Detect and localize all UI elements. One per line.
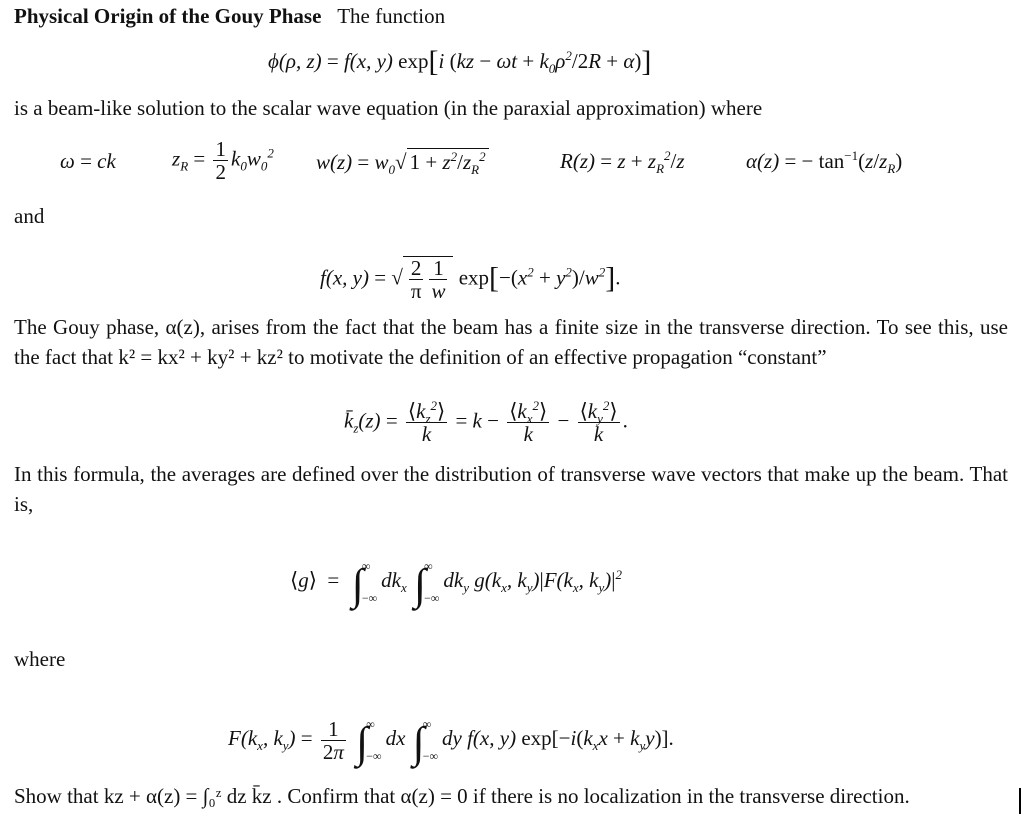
- def-w: $w(z) = w_0√$ $1 + z^2/z_R^2$: [316, 148, 489, 175]
- final-task-text: Show that kz + α(z) = ∫₀ᶻ dz k̄z . Confirm that α(z) = 0 if there is no localization in the transverse direction.: [14, 784, 910, 808]
- def-zr: $z_R$ = $\frac{1}{2}$ $k_0w_0^2$: [172, 137, 274, 184]
- def-alpha: α(z) = − $\tan^{-1}(z/z_R)$: [746, 148, 903, 177]
- def-r: $R(z) = z + z_R^2/z$: [560, 148, 685, 177]
- section-title: Physical Origin of the Gouy Phase: [14, 4, 322, 28]
- equation-phi: ϕ(ρ, z) = f(x, y) exp[i $(kz - \omega t + k_0\rho^2/2R + \alpha)$]: [268, 45, 652, 78]
- equation-kz: $k̄_z(z)$ = $\frac{⟨k_z^2⟩}{k}$ = k − $\frac{⟨k_x^2⟩}{k}$ − $\frac{⟨k_y^2⟩}{k}$ .: [344, 398, 628, 446]
- equation-f: f(x, y) = √ $\frac{2}{\pi}$ $\frac{1}{w}$ $\exp[-(x^2 + y^2)/w^2]$.: [320, 256, 621, 303]
- heading-lead: The function: [337, 4, 446, 28]
- text-and: and: [14, 204, 45, 228]
- def-omega: ω = ck: [60, 149, 116, 173]
- heading-line: [14, 3, 445, 29]
- equation-F: $F(k_x$, $k_y$) = $\frac{1}{2\pi}$ ∫ ∞ −∞ dx ∫ ∞ −∞ dy f(x, y) $\exp[-i(k_xx + k_yy)]$.: [228, 716, 674, 767]
- paragraph-2: The Gouy phase, α(z), arises from the fact that the beam has a finite size in the transverse direction. To see this, use the fact that k² = kx² + ky² + kz² to motivate the definition of an effective propagation “constant”: [14, 315, 1008, 369]
- equation-average: ⟨g⟩ = ∫ ∞ −∞ $dk_x$ ∫ ∞ −∞ $dk_y$ $g(k_x$, $k_y)|F(k_x$, $k_y)|^2$: [290, 559, 622, 609]
- text-where: where: [14, 647, 66, 671]
- text-cursor: [1019, 788, 1021, 814]
- paragraph-1: is a beam-like solution to the scalar wave equation (in the paraxial approximation) where: [14, 96, 763, 120]
- paragraph-3: In this formula, the averages are defined over the distribution of transverse wave vectors that make up the beam. That is,: [14, 462, 1008, 516]
